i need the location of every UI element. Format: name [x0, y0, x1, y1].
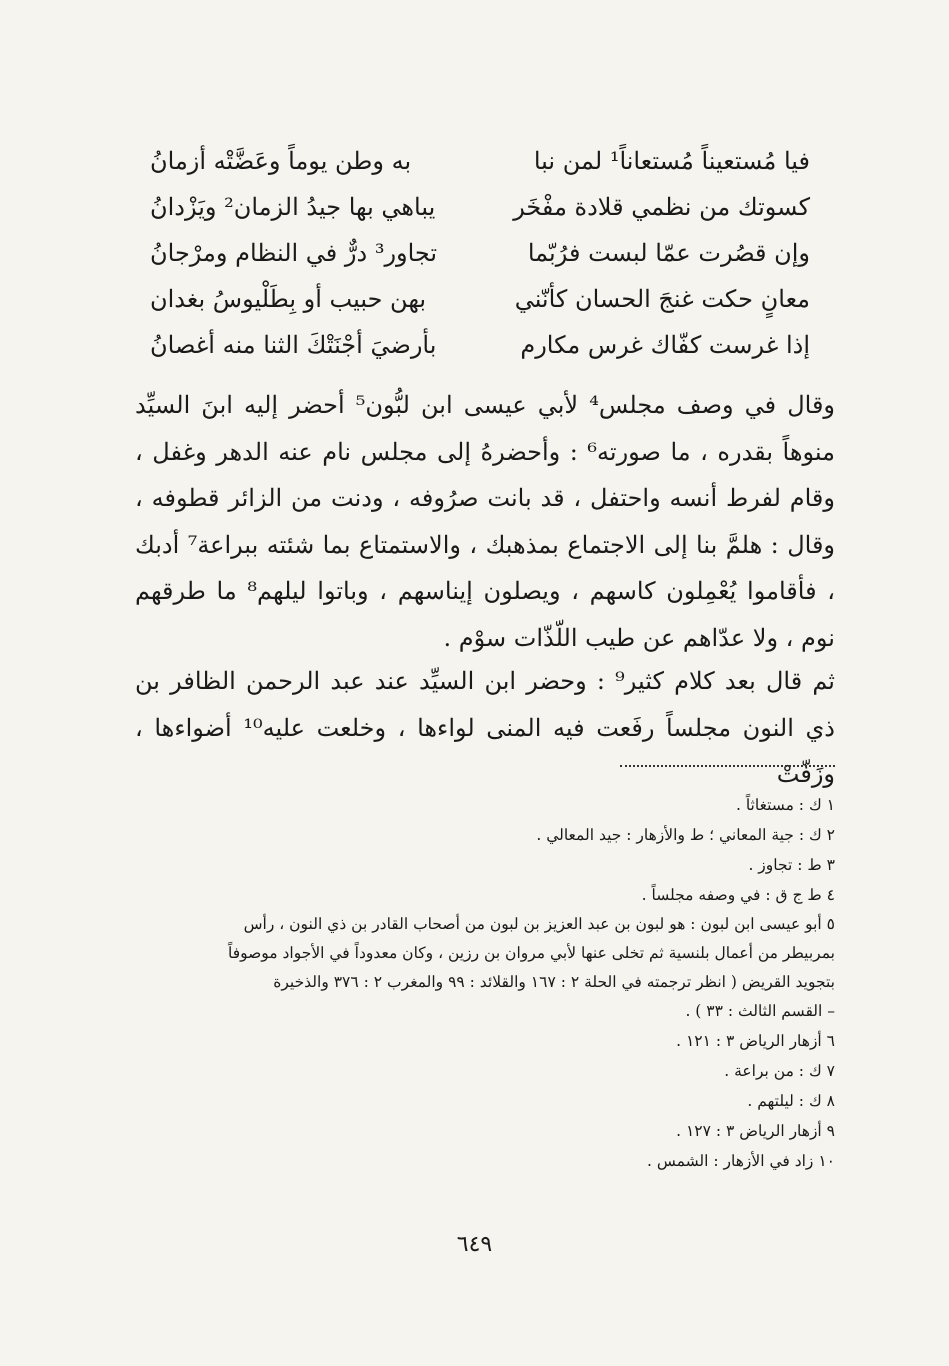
- prose-paragraph-1: [135, 382, 835, 661]
- verse-line: [150, 230, 810, 276]
- verse-line: [150, 138, 810, 184]
- verse-line: [150, 276, 810, 322]
- prose-paragraph-2: [135, 658, 835, 798]
- footnote-divider: [620, 765, 835, 767]
- verse-second-hemistich: بهن حبيب أو بِطَلْيوسُ بغدان: [150, 285, 427, 313]
- verse-first-hemistich: وإن قصُرت عمّا لبست فرُبّما: [527, 239, 810, 267]
- footnote-item: ٤ ط ج ق : في وصفه مجلساً .: [641, 886, 835, 904]
- page-number: ٦٤٩: [456, 1232, 493, 1257]
- poem-verses: [150, 138, 810, 368]
- verse-second-hemistich: يباهي بها جيدُ الزمان² ويَزْدانُ: [150, 193, 436, 221]
- verse-second-hemistich: بأرضيَ أجْنَتْكَ الثنا منه أغصانُ: [150, 331, 437, 359]
- paragraph-text: وقال في وصف مجلس⁴ لأبي عيسى ابن لبُّون⁵ أحضر إليه ابنَ السيِّد منوهاً بقدره ، ما صورته⁶ : وأحضرهُ إلى مجلس نام عنه الدهر وغفل ، وقام لفرط أنسه واحتفل ، قد بانت صرُوفه ، ودنت من الزائر قطوفه ، وقال : هلمَّ بنا إلى الاجتماع بمذهبك ، والاستمتاع بما شئته ببراعة⁷ أدبك ، فأقاموا يُعْمِلون كاسهم ، ويصلون إيناسهم ، وباتوا ليلهم⁸ ما طرقهم نوم ، ولا عدّاهم عن طيب اللّذّات سوْم .: [135, 391, 836, 652]
- verse-first-hemistich: فيا مُستعيناً مُستعاناً¹ لمن نبا: [533, 147, 810, 175]
- footnote-item: ٨ ك : ليلتهم .: [747, 1092, 835, 1110]
- footnote-item: ٩ أزهار الرياض ٣ : ١٢٧ .: [676, 1122, 835, 1140]
- footnote-item: ٣ ط : تجاوز .: [748, 856, 835, 874]
- footnote-item: ٦ أزهار الرياض ٣ : ١٢١ .: [676, 1032, 835, 1050]
- paragraph-text: ثم قال بعد كلام كثير⁹ : وحضر ابن السيِّد عند عبد الرحمن الظافر بن ذي النون مجلساً رفَعت فيه المنى لواءها ، وخلعت عليه¹⁰ أضواءها ، وزَفّتْ: [135, 667, 835, 788]
- footnote-line: ٥ أبو عيسى ابن لبون : هو لبون بن عبد العزيز بن لبون من أصحاب القادر بن ذي النون ، رأس: [243, 915, 835, 933]
- verse-first-hemistich: معانٍ حكت غنجَ الحسان كأنّني: [514, 285, 810, 313]
- verse-line: [150, 184, 810, 230]
- footnote-line: بمربيطر من أعمال بلنسية ثم تخلى عنها لأبي مروان بن رزين ، وكان معدوداً في الأجواد موصوفاً: [227, 944, 835, 962]
- verse-line: [150, 322, 810, 368]
- footnote-item: [135, 910, 835, 1026]
- footnote-line: – القسم الثالث : ٣٣ ) .: [685, 1002, 835, 1020]
- footnote-item: ٧ ك : من براعة .: [724, 1062, 835, 1080]
- footnote-item: ٢ ك : جية المعاني ؛ ط والأزهار : جيد المعالي .: [536, 826, 835, 844]
- footnotes: [135, 790, 835, 1176]
- verse-second-hemistich: تجاور³ درٌّ في النظام ومرْجانُ: [150, 239, 438, 267]
- verse-first-hemistich: كسوتك من نظمي قلادة مفْخَر: [513, 193, 810, 221]
- verse-first-hemistich: إذا غرست كفّاك غرس مكارم: [520, 331, 810, 359]
- footnote-item: ١ ك : مستغاثاً .: [735, 796, 835, 814]
- verse-second-hemistich: به وطن يوماً وعَضَّتْه أزمانُ: [150, 147, 412, 175]
- footnote-item: ١٠ زاد في الأزهار : الشمس .: [647, 1152, 835, 1170]
- footnote-line: بتجويد القريض ( انظر ترجمته في الحلة ٢ : ١٦٧ والقلائد : ٩٩ والمغرب ٢ : ٣٧٦ والذخيرة: [273, 973, 835, 991]
